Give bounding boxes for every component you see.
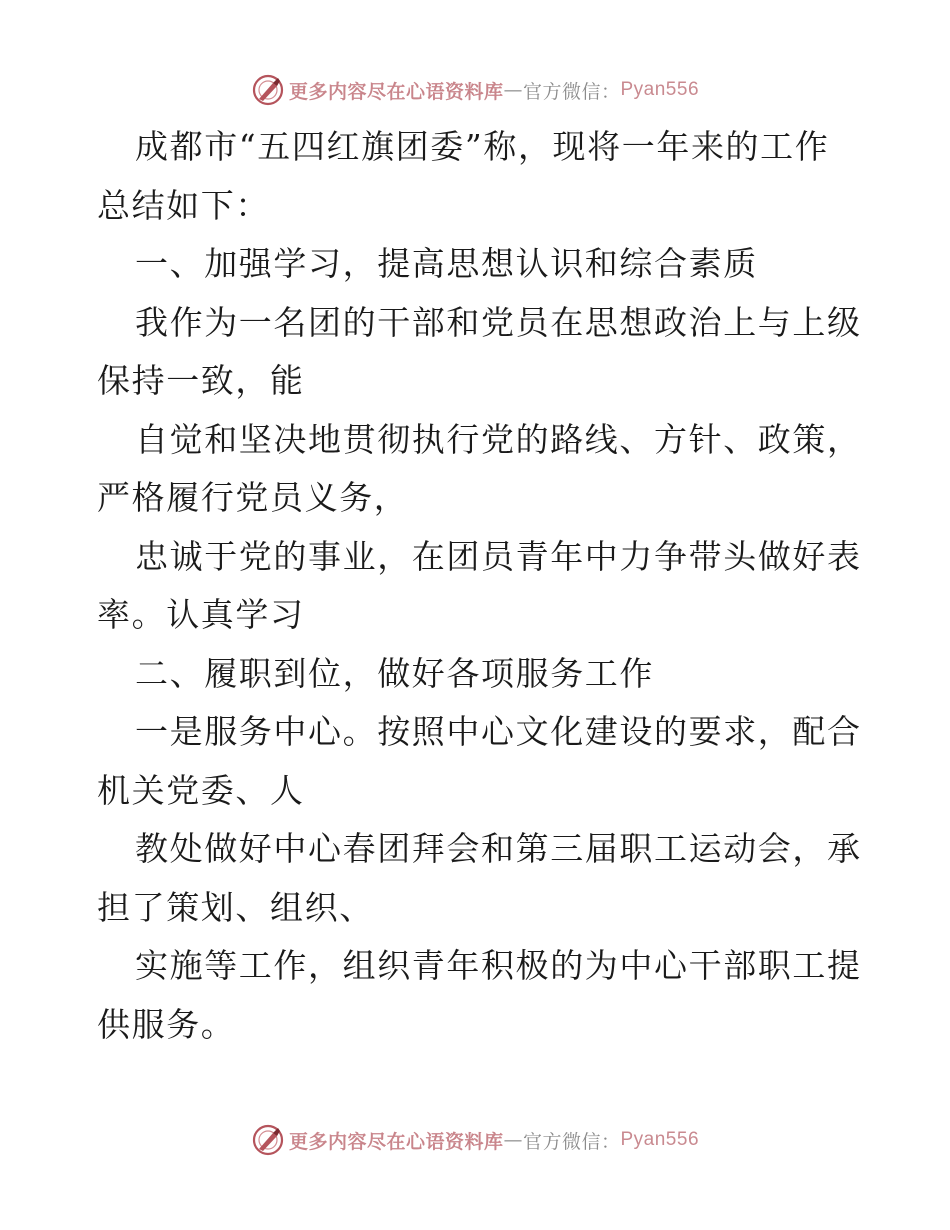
document-line: 总结如下： xyxy=(97,185,270,225)
document-line: 保持一致，能 xyxy=(97,361,305,400)
document-line: 自觉和坚决地贯彻执行党的路线、方针、政策， xyxy=(135,419,862,459)
document-line: 忠诚于党的事业，在团员青年中力争带头做好表 xyxy=(135,536,862,576)
watermark-account: Pyan556 xyxy=(620,79,700,100)
document-line: 一、加强学习，提高思想认识和综合素质 xyxy=(135,244,758,283)
document-line: 担了策划、组织、 xyxy=(97,887,374,927)
pen-nib-icon xyxy=(251,1123,285,1157)
watermark-site-name: 更多内容尽在心语资料库 xyxy=(288,80,504,103)
document-line: 成都市“五四红旗团委”称，现将一年来的工作 xyxy=(135,127,830,166)
footer-watermark-banner xyxy=(0,1120,950,1160)
watermark-site-name: 更多内容尽在心语资料库 xyxy=(288,1130,504,1153)
document-line: 二、履职到位，做好各项服务工作 xyxy=(135,653,654,693)
watermark-separator: — xyxy=(503,1129,523,1151)
document-line: 实施等工作，组织青年积极的为中心干部职工提 xyxy=(135,946,862,985)
watermark-separator: — xyxy=(503,79,523,101)
document-line: 一是服务中心。按照中心文化建设的要求，配合 xyxy=(135,712,862,751)
document-line: 教处做好中心春团拜会和第三届职工运动会，承 xyxy=(135,829,862,868)
document-line: 我作为一名团的干部和党员在思想政治上与上级 xyxy=(135,302,862,342)
document-line: 率。认真学习 xyxy=(97,595,305,634)
document-line: 供服务。 xyxy=(97,1004,236,1044)
pen-nib-icon xyxy=(251,73,285,107)
document-line: 机关党委、人 xyxy=(97,770,305,810)
document-line: 严格履行党员义务， xyxy=(97,478,409,517)
header-watermark-banner xyxy=(0,70,950,110)
watermark-account: Pyan556 xyxy=(620,1129,700,1150)
document-body xyxy=(97,118,862,1054)
watermark-wechat-label: 官方微信： xyxy=(522,80,621,103)
watermark-wechat-label: 官方微信： xyxy=(522,1130,621,1153)
